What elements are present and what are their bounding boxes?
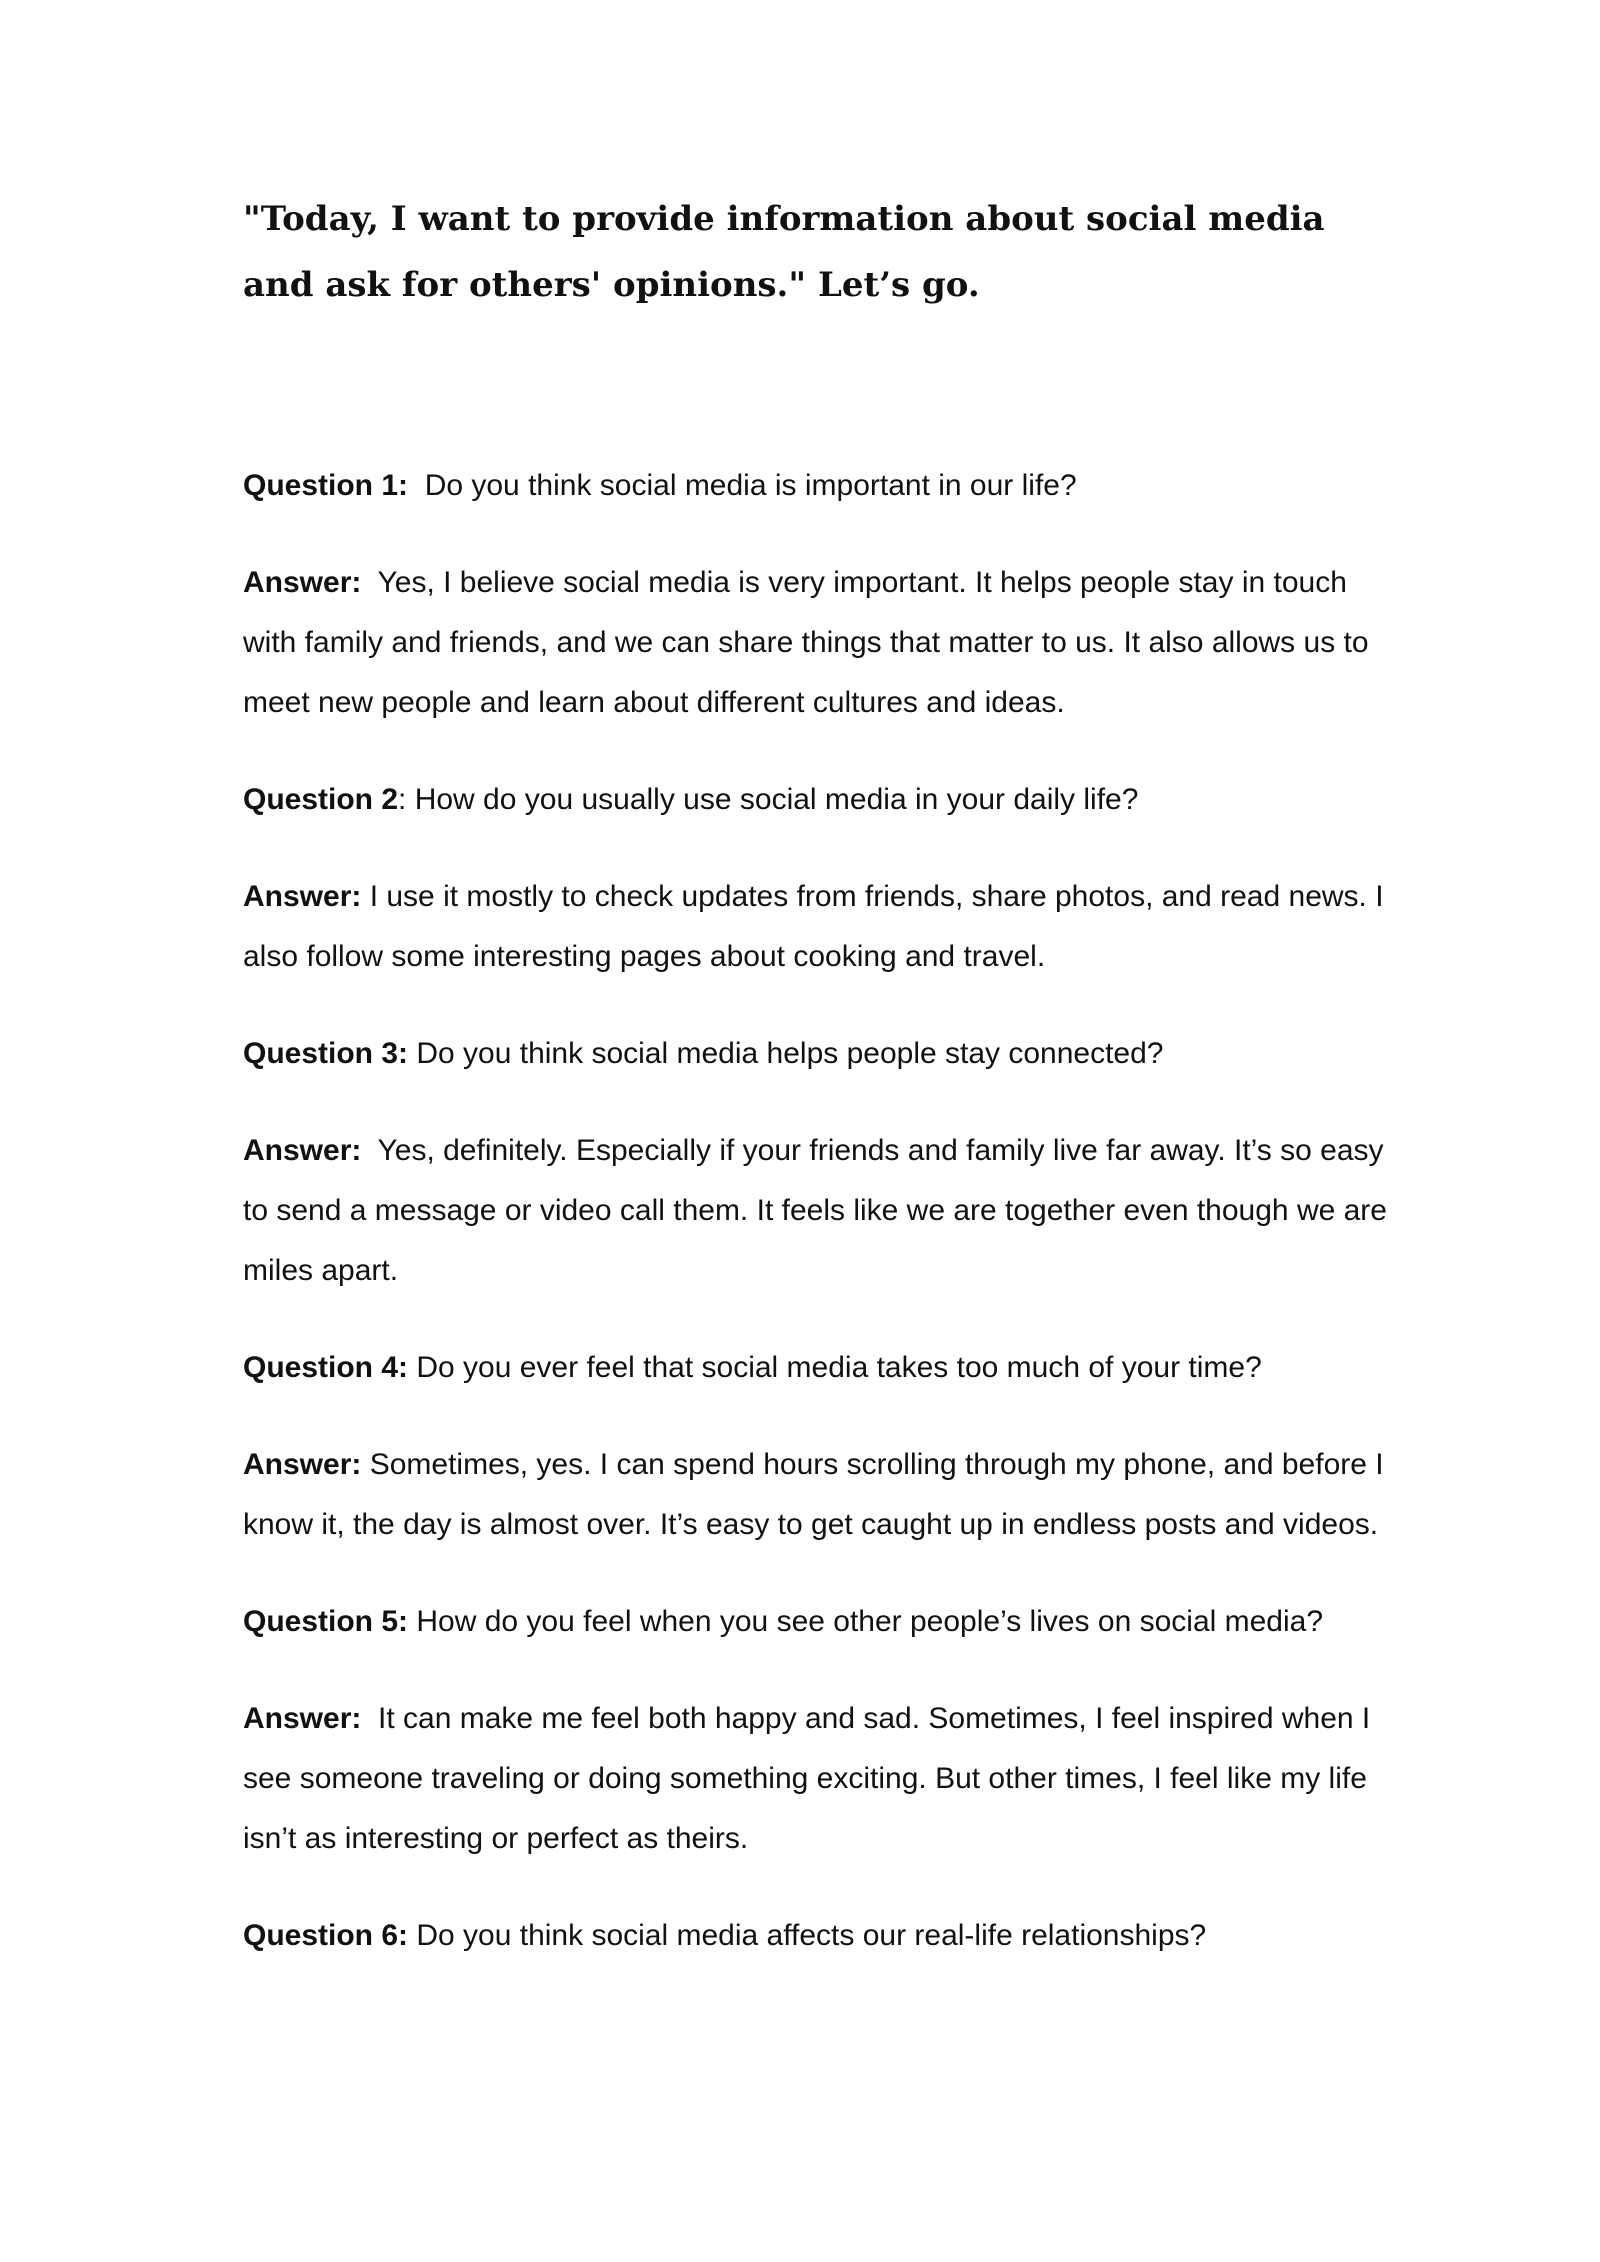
question-3-label: Question 3: [243,1037,409,1070]
answer-5-label: Answer: [243,1702,362,1735]
answer-5 [243,1689,1403,1869]
question-2-label: Question 2 [243,783,399,816]
question-1-label: Question 1: [243,469,409,502]
answer-1-label: Answer: [243,566,362,599]
question-3 [243,1024,1403,1084]
question-3-text: Do you think social media helps people stay connected? [416,1037,1164,1070]
question-2-text: How do you usually use social media in your daily life? [414,783,1139,816]
answer-4-label: Answer: [243,1448,362,1481]
answer-1 [243,553,1403,733]
page-title: "Today, I want to provide information about social media and ask for others' opinions." Let’s go. [243,199,1325,305]
question-6 [243,1906,1403,1966]
question-4-label: Question 4: [243,1351,409,1384]
question-6-text: Do you think social media affects our real-life relationships? [416,1919,1207,1952]
question-5-label: Question 5: [243,1605,409,1638]
question-1-text: Do you think social media is important in our life? [424,469,1077,502]
question-2: Question 2: How do you usually use social media in your daily life? [243,783,1139,816]
question-5-text: How do you feel when you see other people’s lives on social media? [416,1605,1324,1638]
question-4 [243,1338,1403,1398]
answer-3-text: Yes, definitely. Especially if your friends and family live far away. It’s so easy to send a message or video call them. It feels like we are together even though we are miles apart. [243,1134,1387,1287]
question-4-text: Do you ever feel that social media takes too much of your time? [416,1351,1262,1384]
question-1 [243,456,1403,516]
question-6-label: Question 6: [243,1919,409,1952]
answer-3-label: Answer: [243,1134,362,1167]
answer-2 [243,867,1403,987]
answer-2-label: Answer: [243,880,362,913]
answer-4 [243,1435,1403,1555]
question-5 [243,1592,1403,1652]
answer-5-text: It can make me feel both happy and sad. Sometimes, I feel inspired when I see someone traveling or doing something exciting. But other times, I feel like my life isn’t as interesting or perfect as theirs. [243,1702,1371,1855]
answer-3 [243,1121,1403,1301]
answer-4-text: Sometimes, yes. I can spend hours scrolling through my phone, and before I know it, the day is almost over. It’s easy to get caught up in endless posts and videos. [243,1448,1384,1541]
answer-1-text: Yes, I believe social media is very important. It helps people stay in touch with family and friends, and we can share things that matter to us. It also allows us to meet new people and learn about different cultures and ideas. [243,566,1369,719]
answer-2-text: I use it mostly to check updates from friends, share photos, and read news. I also follow some interesting pages about cooking and travel. [243,880,1384,973]
